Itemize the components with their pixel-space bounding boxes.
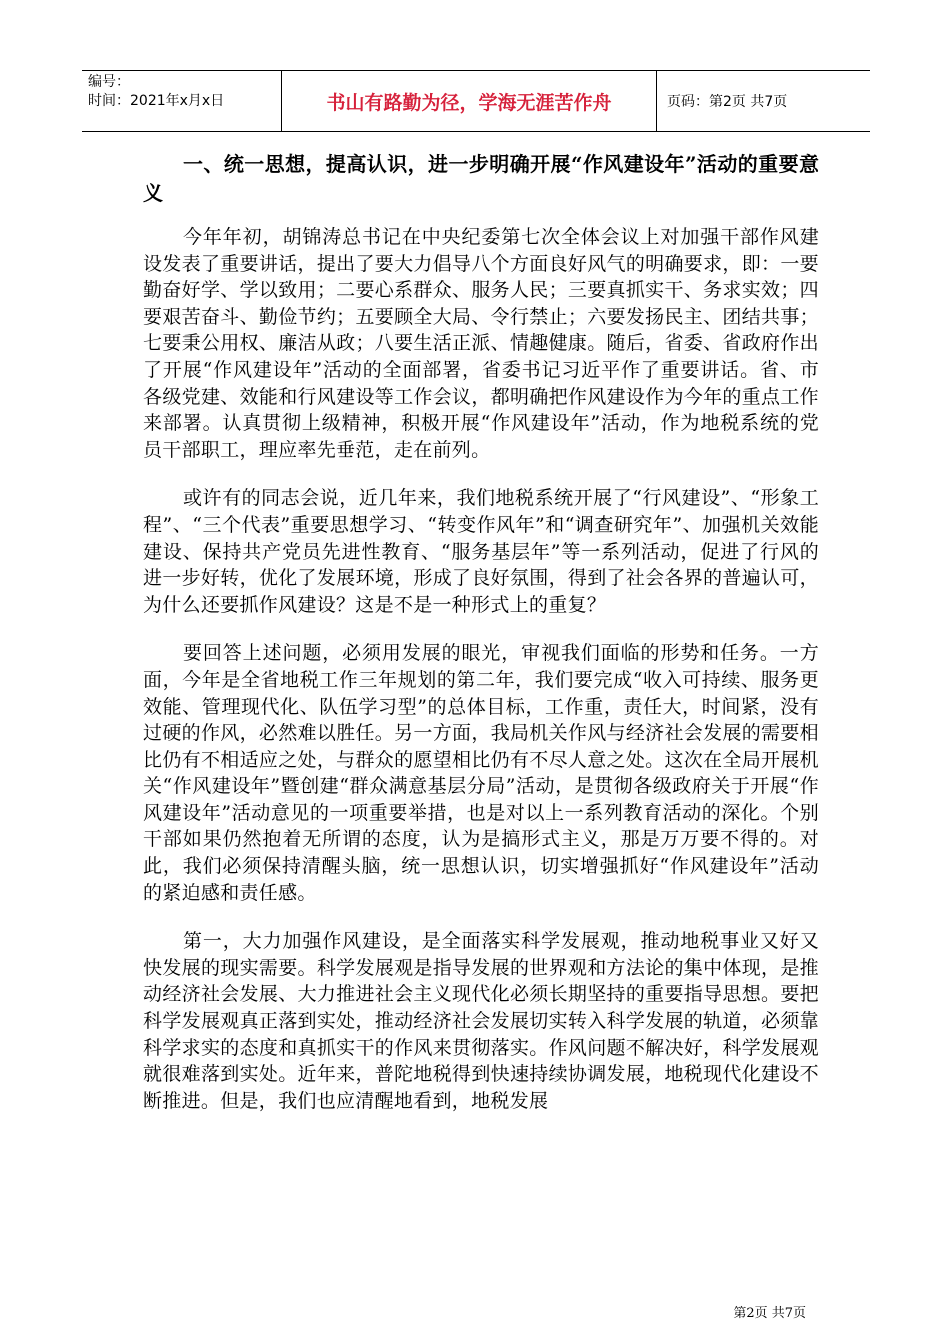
document-number-label: 编号：: [88, 74, 130, 90]
page-header: [82, 70, 870, 132]
document-body: [143, 150, 819, 1136]
header-page-number: 页码：第2页 共7页: [667, 94, 788, 110]
paragraph-2: 或许有的同志会说，近几年来，我们地税系统开展了“行风建设”、“形象工程”、“三个代表”重要思想学习、“转变作风年”和“调查研究年”、加强机关效能建设、保持共产党员先进性教育、“服务基层年”等一系列活动，促进了行风的进一步好转，优化了发展环境，形成了良好氛围，得到了社会各界的普遍认可，为什么还要抓作风建设？这是不是一种形式上的重复？: [143, 487, 819, 616]
section-heading: 一、统一思想，提高认识，进一步明确开展“作风建设年”活动的重要意义: [143, 152, 819, 205]
header-meta: [82, 71, 282, 131]
page-footer: 第2页 共7页: [733, 1306, 806, 1321]
header-motto: 书山有路勤为径，学海无涯苦作舟: [282, 71, 657, 131]
paragraph-3: 要回答上述问题，必须用发展的眼光，审视我们面临的形势和任务。一方面，今年是全省地税工作三年规划的第二年，我们要完成“收入可持续、服务更效能、管理现代化、队伍学习型”的总体目标，工作重，责任大，时间紧，没有过硬的作风，必然难以胜任。另一方面，我局机关作风与经济社会发展的需要相比仍有不相适应之处，与群众的愿望相比仍有不尽人意之处。这次在全局开展机关“作风建设年”暨创建“群众满意基层分局”活动，是贯彻各级政府关于开展“作风建设年”活动意见的一项重要举措，也是对以上一系列教育活动的深化。个别干部如果仍然抱着无所谓的态度，认为是搞形式主义，那是万万要不得的。对此，我们必须保持清醒头脑，统一思想认识，切实增强抓好“作风建设年”活动的紧迫感和责任感。: [143, 642, 819, 904]
paragraph-4: 第一，大力加强作风建设，是全面落实科学发展观，推动地税事业又好又快发展的现实需要。科学发展观是指导发展的世界观和方法论的集中体现，是推动经济社会发展、大力推进社会主义现代化必须长期坚持的重要指导思想。要把科学发展观真正落到实处，推动经济社会发展切实转入科学发展的轨道，必须靠科学求实的态度和真抓实干的作风来贯彻落实。作风问题不解决好，科学发展观就很难落到实处。近年来，普陀地税得到快速持续协调发展，地税现代化建设不断推进。但是，我们也应清醒地看到，地税发展: [143, 930, 819, 1112]
document-time-label: 时间：2021年x月x日: [88, 93, 225, 109]
paragraph-1: 今年年初，胡锦涛总书记在中央纪委第七次全体会议上对加强干部作风建设发表了重要讲话，提出了要大力倡导八个方面良好风气的明确要求，即：一要勤奋好学、学以致用；二要心系群众、服务人民；三要真抓实干、务求实效；四要艰苦奋斗、勤俭节约；五要顾全大局、令行禁止；六要发扬民主、团结共事；七要秉公用权、廉洁从政；八要生活正派、情趣健康。随后，省委、省政府作出了开展“作风建设年”活动的全面部署，省委书记习近平作了重要讲话。省、市各级党建、效能和行风建设等工作会议，都明确把作风建设作为今年的重点工作来部署。认真贯彻上级精神，积极开展“作风建设年”活动，作为地税系统的党员干部职工，理应率先垂范，走在前列。: [143, 226, 819, 461]
